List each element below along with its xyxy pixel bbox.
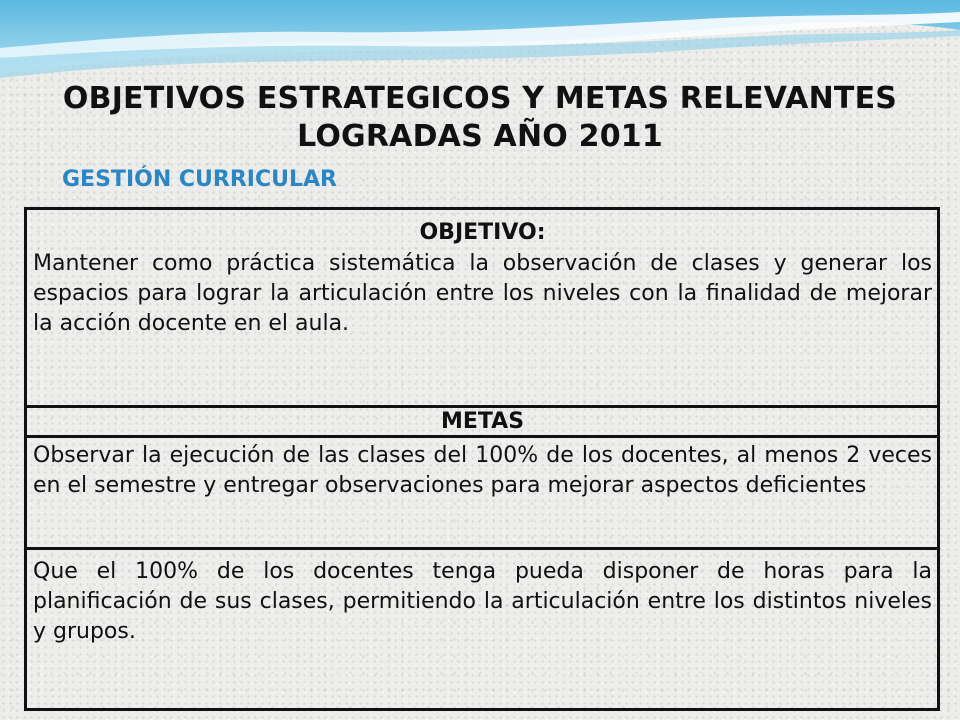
metas-heading: METAS [27, 408, 937, 438]
objective-cell [27, 210, 937, 408]
decorative-wave-banner [0, 0, 960, 78]
objective-text: Mantener como práctica sistemática la observación de clases y generar los espacios para lograr la articulación entre los niveles con la finalidad de mejorar la acción docente en el aula. [33, 251, 932, 336]
slide-title-line-2: LOGRADAS AÑO 2011 [297, 119, 663, 154]
meta-row-1: Observar la ejecución de las clases del 100% de los docentes, al menos 2 veces en el semestre y entregar observaciones para mejorar aspectos deficientes [27, 438, 937, 550]
section-heading: GESTIÓN CURRICULAR [62, 167, 337, 192]
slide-title [0, 80, 960, 156]
objectives-table [24, 207, 940, 711]
slide-title-line-1: OBJETIVOS ESTRATEGICOS Y METAS RELEVANTES [62, 81, 898, 116]
meta-row-2: Que el 100% de los docentes tenga pueda disponer de horas para la planificación de sus clases, permitiendo la articulación entre los distintos niveles y grupos. [33, 559, 932, 644]
objective-heading: OBJETIVO: [419, 220, 546, 245]
